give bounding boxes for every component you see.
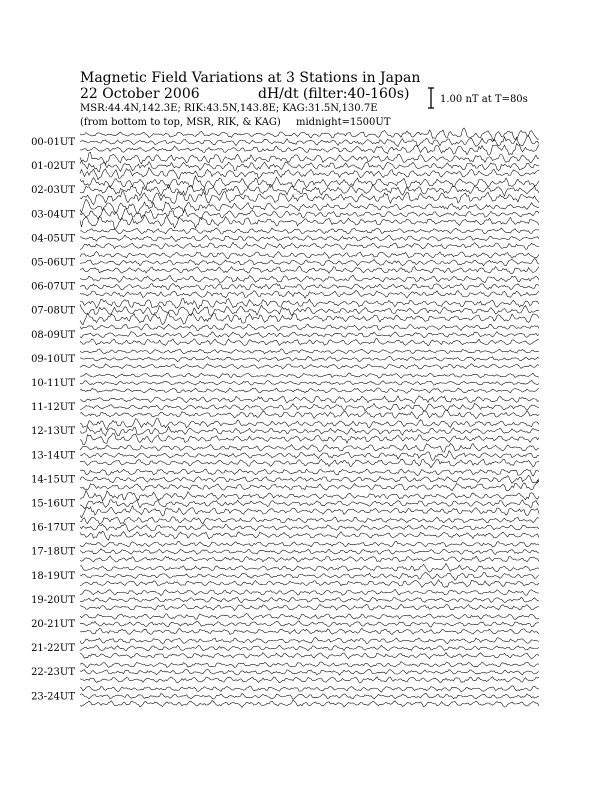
trace-rik — [80, 284, 539, 291]
trace-msr — [80, 364, 539, 369]
trace-msr — [80, 410, 539, 419]
row-label: 02-03UT — [31, 185, 75, 197]
trace-msr — [80, 144, 539, 156]
trace-rows — [31, 128, 539, 707]
row-label: 05-06UT — [31, 257, 75, 269]
trace-kag — [80, 443, 539, 452]
trace-rik — [80, 381, 539, 386]
trace-msr — [80, 266, 539, 273]
trace-rik — [80, 572, 539, 580]
trace-rik — [80, 524, 539, 532]
row-label: 19-20UT — [31, 594, 75, 606]
trace-kag — [80, 662, 539, 668]
trace-kag — [80, 299, 539, 309]
trace-kag — [80, 614, 539, 620]
trace-kag — [80, 176, 539, 189]
trace-rik — [80, 426, 539, 436]
trace-rik — [80, 209, 539, 220]
row-label: 18-19UT — [31, 570, 75, 582]
midnight-note: midnight=1500UT — [296, 117, 391, 128]
trace-msr — [80, 433, 539, 445]
trace-msr — [80, 459, 539, 468]
trace-msr — [80, 580, 539, 588]
trace-msr — [80, 677, 539, 683]
trace-rik — [80, 597, 539, 602]
trace-msr — [80, 628, 539, 634]
trace-rik — [80, 184, 539, 196]
trace-rik — [80, 451, 539, 461]
row-label: 13-14UT — [31, 450, 75, 462]
trace-rik — [80, 304, 539, 316]
row-label: 22-23UT — [31, 667, 75, 679]
trace-kag — [80, 128, 539, 141]
row-label: 14-15UT — [31, 474, 75, 486]
trace-rik — [80, 259, 539, 266]
trace-kag — [80, 396, 539, 404]
row-label: 07-08UT — [31, 305, 75, 317]
scale-bar — [428, 88, 434, 108]
trace-msr — [80, 168, 539, 180]
row-label: 06-07UT — [31, 281, 75, 293]
scale-bar-label: 1.00 nT at T=80s — [440, 94, 528, 105]
trace-kag — [80, 686, 539, 692]
trace-msr — [80, 339, 539, 346]
row-label: 20-21UT — [31, 619, 75, 630]
trace-kag — [80, 252, 539, 259]
trace-msr — [80, 506, 539, 518]
trace-kag — [80, 419, 539, 430]
trace-rik — [80, 500, 539, 509]
trace-msr — [80, 531, 539, 540]
row-label: 08-09UT — [31, 329, 75, 341]
chart-title: Magnetic Field Variations at 3 Stations in Japan — [80, 70, 421, 86]
row-label: 00-01UT — [31, 137, 75, 148]
trace-kag — [80, 228, 539, 234]
trace-msr — [80, 480, 539, 491]
trace-kag — [80, 275, 539, 283]
trace-rik — [80, 332, 539, 339]
trace-kag — [80, 589, 539, 595]
chart-quantity: dH/dt (filter:40-160s) — [258, 86, 410, 102]
trace-kag — [80, 349, 539, 354]
trace-rik — [80, 549, 539, 555]
row-label: 03-04UT — [31, 209, 75, 221]
trace-rik — [80, 161, 539, 172]
trace-msr — [80, 700, 539, 707]
trace-msr — [80, 290, 539, 298]
trace-rik — [80, 235, 539, 242]
row-label: 09-10UT — [31, 353, 75, 365]
trace-rik — [80, 669, 539, 675]
trace-msr — [80, 653, 539, 659]
row-label: 04-05UT — [31, 233, 75, 245]
trace-msr — [80, 312, 539, 324]
trace-rik — [80, 475, 539, 483]
trace-rik — [80, 621, 539, 627]
trace-kag — [80, 324, 539, 331]
trace-kag — [80, 469, 539, 476]
trace-kag — [80, 152, 539, 164]
trace-kag — [80, 491, 539, 501]
trace-msr — [80, 242, 539, 249]
row-label: 16-17UT — [31, 522, 75, 534]
row-label: 15-16UT — [31, 498, 75, 510]
trace-rik — [80, 645, 539, 651]
row-label: 11-12UT — [31, 402, 75, 414]
row-label: 10-11UT — [31, 378, 75, 389]
station-coordinates: MSR:44.4N,142.3E; RIK:43.5N,143.8E; KAG:31.5N,130.7E — [80, 103, 378, 114]
trace-kag — [80, 517, 539, 524]
row-label: 23-24UT — [31, 691, 75, 703]
row-label: 21-22UT — [31, 643, 75, 655]
trace-rik — [80, 403, 539, 410]
trace-msr — [80, 388, 539, 393]
row-label: 12-13UT — [31, 426, 75, 438]
trace-msr — [80, 604, 539, 610]
trace-msr — [80, 556, 539, 562]
row-label: 01-02UT — [31, 161, 75, 173]
trace-msr — [80, 215, 539, 229]
trace-kag — [80, 373, 539, 378]
trace-kag — [80, 564, 539, 573]
trace-kag — [80, 541, 539, 547]
trace-rik — [80, 694, 539, 700]
trace-kag — [80, 637, 539, 643]
chart-date: 22 October 2006 — [80, 86, 200, 102]
row-label: 17-18UT — [31, 546, 75, 558]
trace-rik — [80, 356, 539, 361]
station-order-note: (from bottom to top, MSR, RIK, & KAG) — [80, 117, 281, 128]
